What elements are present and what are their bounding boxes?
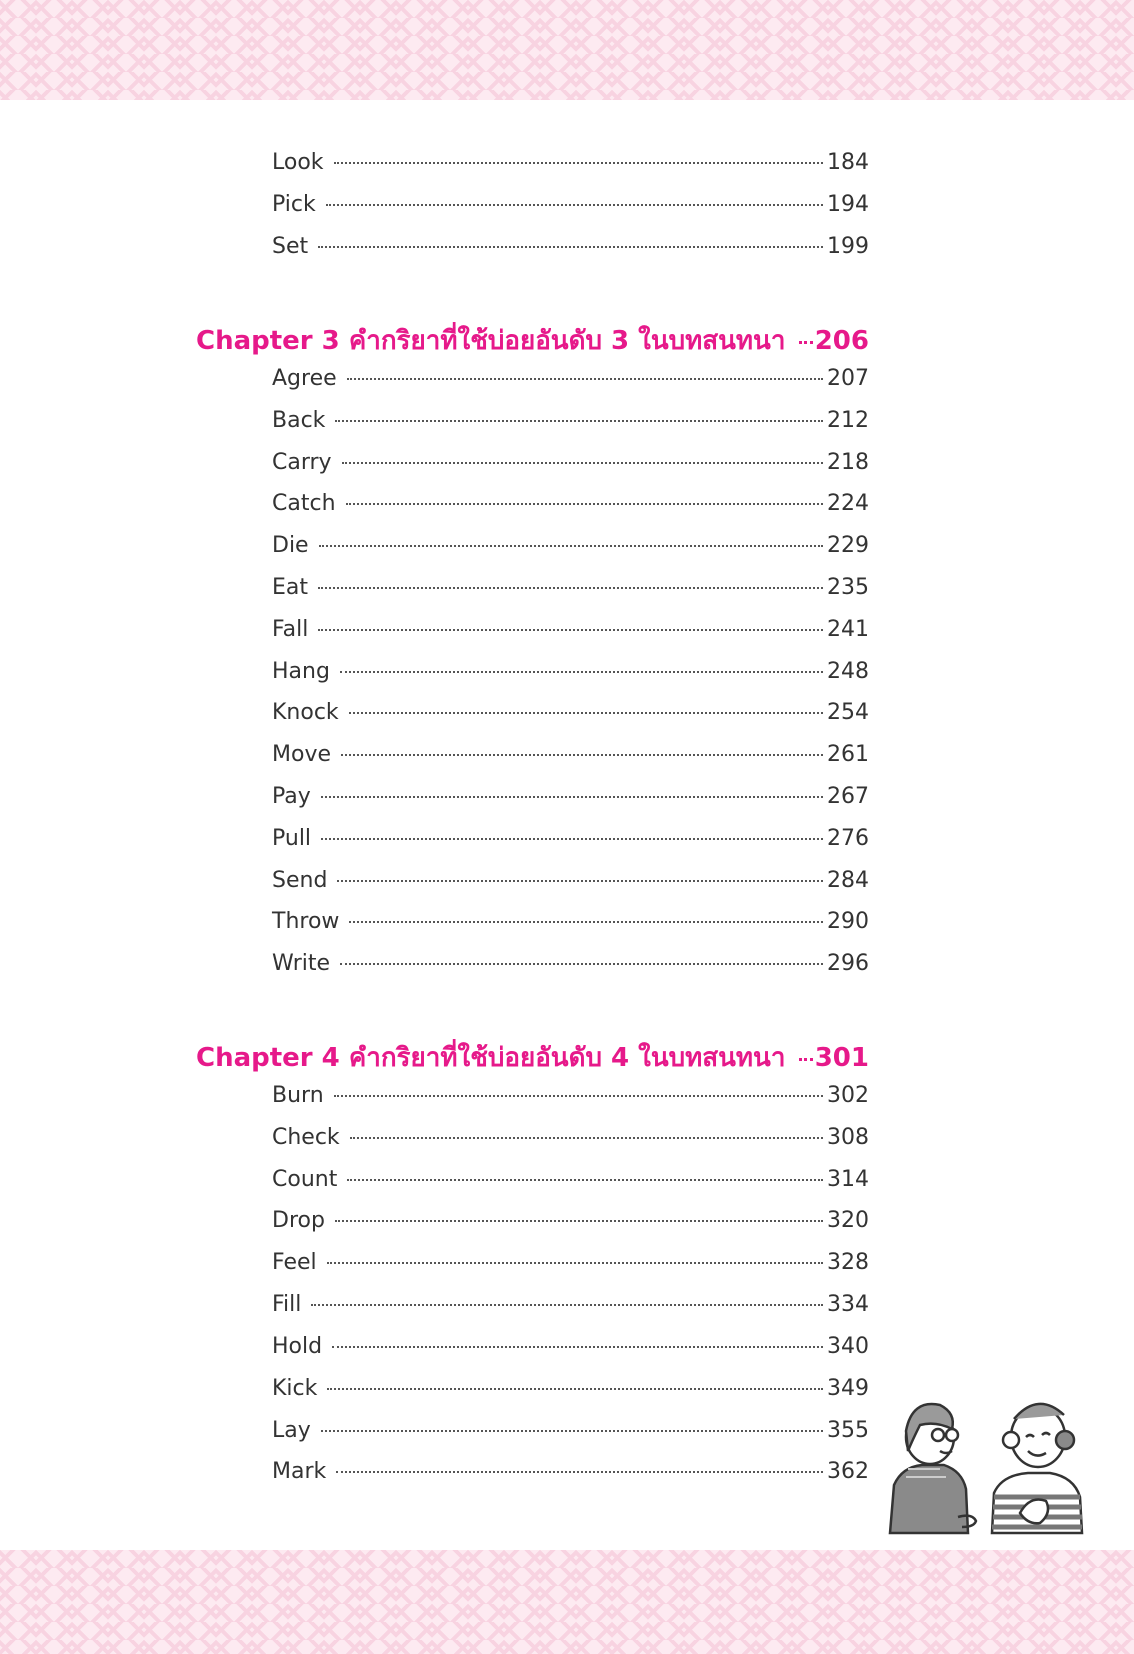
chapter-title: Chapter 4 คำกริยาที่ใช้บ่อยอันดับ 4 ในบทสนทนา (196, 1043, 786, 1073)
toc-entry[interactable] (272, 659, 869, 693)
dot-leader (347, 378, 823, 380)
entry-word: Pay (272, 784, 311, 809)
dot-leader (799, 341, 812, 344)
entry-word: Kick (272, 1376, 318, 1401)
dot-leader (318, 246, 823, 248)
entry-page: 328 (827, 1250, 869, 1275)
dot-leader (318, 587, 823, 589)
dot-leader (334, 1095, 823, 1097)
toc-entry[interactable] (272, 826, 869, 860)
entry-page: 218 (827, 450, 869, 475)
bottom-decorative-band (0, 1550, 1134, 1654)
toc-entry[interactable] (272, 575, 869, 609)
dot-leader (327, 1388, 823, 1390)
entry-page: 241 (827, 617, 869, 642)
person-right-icon (992, 1404, 1082, 1533)
entry-page: 314 (827, 1167, 869, 1192)
toc-entry[interactable] (272, 1418, 869, 1452)
entry-page: 207 (827, 366, 869, 391)
entry-word: Knock (272, 700, 339, 725)
toc-entry[interactable] (272, 1167, 869, 1201)
dot-leader (340, 671, 823, 673)
toc-entry[interactable] (272, 617, 869, 651)
toc-entry[interactable] (272, 1459, 869, 1493)
entry-word: Pick (272, 192, 316, 217)
entry-word: Mark (272, 1459, 327, 1484)
entry-page: 254 (827, 700, 869, 725)
entry-page: 349 (827, 1376, 869, 1401)
entry-word: Look (272, 150, 324, 175)
entry-page: 194 (827, 192, 869, 217)
dot-leader (321, 796, 823, 798)
entry-page: 320 (827, 1208, 869, 1233)
dot-leader (332, 1346, 823, 1348)
toc-entry[interactable] (272, 742, 869, 776)
dot-leader (334, 162, 823, 164)
entry-word: Write (272, 951, 331, 976)
toc-entry[interactable] (272, 1208, 869, 1242)
entry-word: Carry (272, 450, 332, 475)
entry-page: 224 (827, 491, 869, 516)
entry-word: Hold (272, 1334, 323, 1359)
entry-page: 290 (827, 909, 869, 934)
dot-leader (327, 1262, 823, 1264)
entry-word: Set (272, 234, 309, 259)
two-people-cartoon-icon (880, 1385, 1100, 1535)
chapter-page: 206 (814, 326, 869, 356)
toc-entry[interactable] (272, 1250, 869, 1284)
toc-entry[interactable] (272, 951, 869, 985)
chapter-4-heading[interactable] (196, 1037, 869, 1077)
entry-word: Agree (272, 366, 337, 391)
entry-word: Hang (272, 659, 330, 684)
toc-entry[interactable] (272, 491, 869, 525)
entry-page: 308 (827, 1125, 869, 1150)
entry-page: 362 (827, 1459, 869, 1484)
entry-word: Fall (272, 617, 309, 642)
entry-word: Throw (272, 909, 340, 934)
top-decorative-band (0, 0, 1134, 100)
toc-entry[interactable] (272, 1334, 869, 1368)
dot-leader (349, 712, 823, 714)
chapter-page: 301 (814, 1043, 869, 1073)
dot-leader (347, 1179, 823, 1181)
entry-page: 235 (827, 575, 869, 600)
dot-leader (337, 880, 823, 882)
dot-leader (319, 545, 823, 547)
dot-leader (349, 921, 823, 923)
toc-entry[interactable] (272, 366, 869, 400)
dot-leader (350, 1137, 823, 1139)
dot-leader (346, 503, 823, 505)
dot-leader (321, 838, 823, 840)
entry-page: 296 (827, 951, 869, 976)
entry-page: 276 (827, 826, 869, 851)
chapter-title: Chapter 3 คำกริยาที่ใช้บ่อยอันดับ 3 ในบทสนทนา (196, 326, 786, 356)
entry-page: 284 (827, 868, 869, 893)
entry-word: Catch (272, 491, 336, 516)
toc-entry[interactable] (272, 192, 869, 226)
entry-page: 355 (827, 1418, 869, 1443)
entry-word: Eat (272, 575, 309, 600)
toc-entry[interactable] (272, 408, 869, 442)
entry-page: 302 (827, 1083, 869, 1108)
dot-leader (341, 754, 823, 756)
toc-entry[interactable] (272, 1376, 869, 1410)
dot-leader (340, 963, 823, 965)
toc-entry[interactable] (272, 909, 869, 943)
toc-entry[interactable] (272, 1292, 869, 1326)
entry-word: Back (272, 408, 326, 433)
entry-word: Feel (272, 1250, 317, 1275)
toc-entry[interactable] (272, 533, 869, 567)
toc-entry[interactable] (272, 1125, 869, 1159)
entry-word: Die (272, 533, 309, 558)
entry-word: Send (272, 868, 328, 893)
entry-word: Fill (272, 1292, 302, 1317)
entry-word: Burn (272, 1083, 324, 1108)
dot-leader (311, 1304, 823, 1306)
dot-leader (318, 629, 823, 631)
toc-entry[interactable] (272, 868, 869, 902)
chapter-3-heading[interactable] (196, 320, 869, 360)
toc-entry[interactable] (272, 1083, 869, 1117)
toc-entry[interactable] (272, 784, 869, 818)
entry-word: Pull (272, 826, 312, 851)
entry-page: 229 (827, 533, 869, 558)
person-left-icon (890, 1404, 976, 1533)
dot-leader (336, 1471, 823, 1473)
entry-word: Move (272, 742, 331, 767)
dot-leader (799, 1058, 812, 1061)
dot-leader (335, 420, 823, 422)
entry-page: 334 (827, 1292, 869, 1317)
entry-word: Lay (272, 1418, 311, 1443)
entry-page: 199 (827, 234, 869, 259)
entry-page: 340 (827, 1334, 869, 1359)
dot-leader (335, 1220, 823, 1222)
entry-page: 184 (827, 150, 869, 175)
dot-leader (321, 1430, 823, 1432)
dot-leader (326, 204, 823, 206)
entry-page: 267 (827, 784, 869, 809)
toc-entry[interactable] (272, 700, 869, 734)
entry-word: Check (272, 1125, 340, 1150)
dot-leader (342, 462, 823, 464)
toc-entry[interactable] (272, 450, 869, 484)
entry-word: Drop (272, 1208, 325, 1233)
entry-page: 261 (827, 742, 869, 767)
toc-entry[interactable] (272, 150, 869, 184)
entry-page: 212 (827, 408, 869, 433)
entry-page: 248 (827, 659, 869, 684)
entry-word: Count (272, 1167, 338, 1192)
toc-entry[interactable] (272, 234, 869, 268)
